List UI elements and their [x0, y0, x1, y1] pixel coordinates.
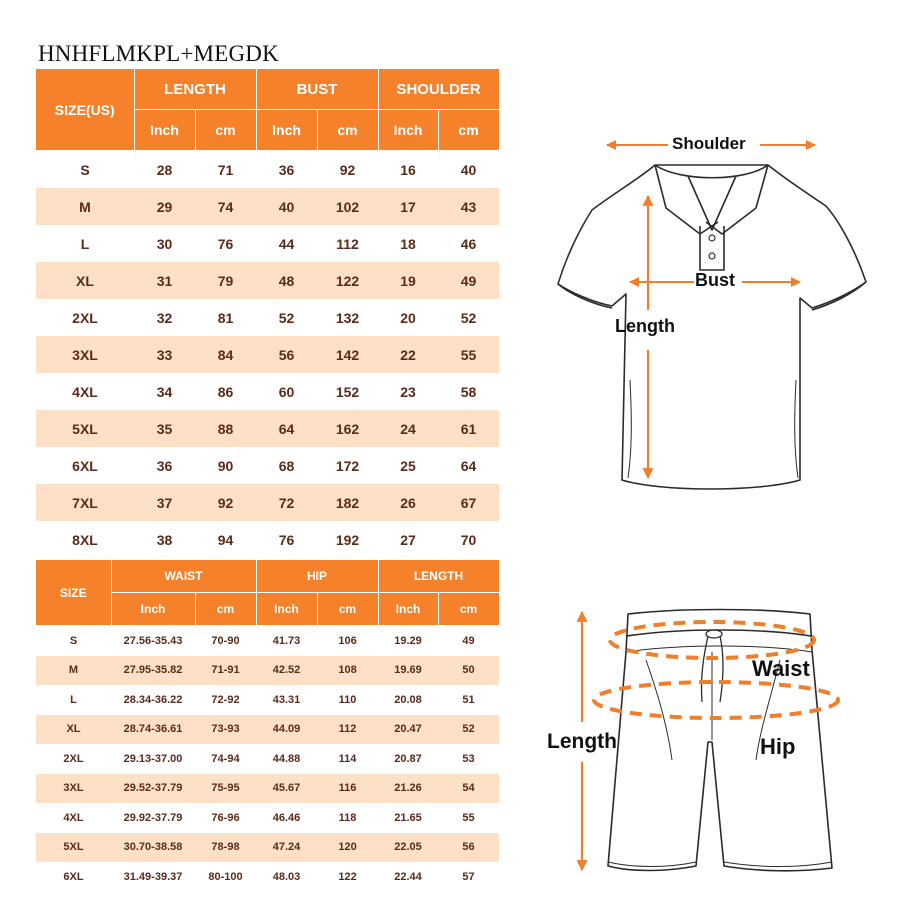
value-cell: 192 [335, 531, 360, 548]
hip-label: Hip [760, 734, 796, 759]
value-cell: 55 [462, 811, 475, 824]
value-cell: 64 [460, 457, 477, 474]
value-cell: 142 [317, 336, 378, 373]
value-cell: 56 [438, 833, 499, 863]
value-cell: 43.31 [272, 693, 301, 706]
value-cell: 72-92 [211, 693, 240, 706]
value-cell: 18 [400, 235, 416, 252]
unit-header: cm [438, 110, 499, 151]
value-cell: 22.05 [378, 833, 438, 863]
value-cell: 68 [278, 457, 295, 474]
value-cell: 120 [317, 833, 378, 863]
value-cell: 36 [278, 161, 295, 178]
value-cell: 38 [156, 531, 173, 548]
brand-name: HNHFLMKPL+MEGDK [38, 41, 279, 66]
size-header: SIZE [36, 560, 111, 626]
unit-header: cm [438, 593, 499, 626]
shorts-outline [608, 610, 832, 871]
value-cell: 64 [256, 410, 317, 447]
value-cell: 37 [134, 484, 195, 521]
waist-label: Waist [752, 656, 810, 681]
value-cell: 35 [134, 410, 195, 447]
value-cell: 94 [217, 531, 234, 548]
value-cell: 71 [217, 161, 234, 178]
value-cell: 80-100 [208, 870, 243, 883]
unit-header: cm [195, 110, 256, 151]
value-cell: 110 [338, 693, 357, 706]
value-cell: 48 [256, 262, 317, 299]
value-cell: 26 [378, 484, 438, 521]
value-cell: 112 [317, 715, 378, 745]
value-cell: 152 [335, 383, 360, 400]
value-cell: 112 [336, 235, 359, 252]
shorts-length-label: Length [547, 730, 617, 753]
value-cell: 24 [378, 410, 438, 447]
value-cell: 31 [134, 262, 195, 299]
unit-header: cm [317, 593, 378, 626]
value-cell: 47.24 [256, 833, 317, 863]
size-cell: 5XL [36, 410, 134, 447]
value-cell: 50 [438, 656, 499, 686]
value-cell: 28.34-36.22 [123, 693, 183, 706]
value-cell: 56 [256, 336, 317, 373]
value-cell: 86 [217, 383, 234, 400]
value-cell: 172 [335, 457, 360, 474]
value-cell: 108 [317, 656, 378, 686]
value-cell: 75-95 [195, 774, 256, 804]
value-cell: 70 [460, 531, 477, 548]
value-cell: 76-96 [211, 811, 240, 824]
value-cell: 74-94 [211, 752, 240, 765]
group-header-length: LENGTH [134, 69, 256, 110]
unit-header: cm [195, 593, 256, 626]
value-cell: 67 [438, 484, 499, 521]
value-cell: 44 [278, 235, 295, 252]
value-cell: 16 [400, 161, 416, 178]
value-cell: 51 [462, 693, 475, 706]
value-cell: 21.65 [394, 811, 422, 824]
value-cell: 32 [156, 309, 173, 326]
value-cell: 52 [278, 309, 295, 326]
size-cell: M [36, 656, 111, 686]
value-cell: 36 [156, 457, 173, 474]
shirt-length-label: Length [615, 316, 675, 336]
value-cell: 44.09 [256, 715, 317, 745]
value-cell: 31.49-39.37 [123, 870, 183, 883]
value-cell: 29 [134, 188, 195, 225]
value-cell: 84 [195, 336, 256, 373]
value-cell: 27 [400, 531, 416, 548]
size-cell: 3XL [36, 774, 111, 804]
value-cell: 71-91 [195, 656, 256, 686]
value-cell: 54 [438, 774, 499, 804]
value-cell: 28 [156, 161, 173, 178]
shoulder-label: Shoulder [672, 134, 746, 153]
value-cell: 17 [378, 188, 438, 225]
value-cell: 90 [217, 457, 234, 474]
value-cell: 118 [338, 811, 357, 824]
value-cell: 52 [438, 715, 499, 745]
size-cell: 6XL [63, 870, 84, 883]
value-cell: 57 [462, 870, 475, 883]
value-cell: 40 [460, 161, 477, 178]
value-cell: 70-90 [211, 634, 240, 647]
value-cell: 19.29 [394, 634, 422, 647]
value-cell: 106 [338, 634, 357, 647]
value-cell: 27.56-35.43 [123, 634, 183, 647]
value-cell: 25 [400, 457, 416, 474]
value-cell: 30.70-38.58 [111, 833, 195, 863]
unit-header: Inch [378, 593, 438, 626]
value-cell: 132 [335, 309, 360, 326]
value-cell: 20 [400, 309, 416, 326]
value-cell: 88 [195, 410, 256, 447]
value-cell: 27.95-35.82 [111, 656, 195, 686]
value-cell: 20.47 [378, 715, 438, 745]
value-cell: 29.52-37.79 [111, 774, 195, 804]
value-cell: 23 [400, 383, 416, 400]
value-cell: 33 [134, 336, 195, 373]
value-cell: 182 [317, 484, 378, 521]
value-cell: 22 [378, 336, 438, 373]
value-cell: 43 [438, 188, 499, 225]
value-cell: 81 [217, 309, 234, 326]
unit-header: cm [317, 110, 378, 151]
value-cell: 46 [460, 235, 477, 252]
value-cell: 19 [378, 262, 438, 299]
size-cell: 8XL [72, 531, 98, 548]
value-cell: 76 [278, 531, 295, 548]
value-cell: 21.26 [378, 774, 438, 804]
size-cell: 5XL [36, 833, 111, 863]
value-cell: 102 [317, 188, 378, 225]
value-cell: 34 [156, 383, 173, 400]
value-cell: 19.69 [378, 656, 438, 686]
value-cell: 44.88 [272, 752, 301, 765]
value-cell: 122 [338, 870, 357, 883]
value-cell: 48.03 [272, 870, 301, 883]
unit-header: Inch [134, 110, 195, 151]
size-cell: S [80, 161, 90, 178]
value-cell: 22.44 [394, 870, 422, 883]
value-cell: 114 [338, 752, 357, 765]
value-cell: 42.52 [256, 656, 317, 686]
size-cell: 4XL [72, 383, 98, 400]
value-cell: 122 [317, 262, 378, 299]
value-cell: 53 [462, 752, 475, 765]
value-cell: 72 [256, 484, 317, 521]
value-cell: 58 [460, 383, 477, 400]
value-cell: 78-98 [195, 833, 256, 863]
value-cell: 92 [339, 161, 356, 178]
value-cell: 49 [438, 262, 499, 299]
value-cell: 46.46 [272, 811, 301, 824]
size-cell: L [80, 235, 90, 252]
value-cell: 60 [278, 383, 295, 400]
value-cell: 30 [156, 235, 173, 252]
size-cell: XL [36, 715, 111, 745]
unit-header: Inch [378, 110, 438, 151]
size-cell: 6XL [72, 457, 98, 474]
value-cell: 29.13-37.00 [123, 752, 183, 765]
value-cell: 20.87 [394, 752, 422, 765]
size-cell: L [70, 693, 77, 706]
value-cell: 76 [217, 235, 234, 252]
group-header-length: LENGTH [378, 560, 499, 593]
group-header-bust: BUST [256, 69, 378, 110]
unit-header: Inch [111, 593, 195, 626]
value-cell: 41.73 [272, 634, 301, 647]
value-cell: 162 [317, 410, 378, 447]
size-header: SIZE(US) [36, 69, 134, 151]
group-header-hip: HIP [256, 560, 378, 593]
value-cell: 29.92-37.79 [123, 811, 183, 824]
value-cell: 40 [256, 188, 317, 225]
bust-label: Bust [695, 270, 735, 290]
value-cell: 45.67 [256, 774, 317, 804]
value-cell: 79 [195, 262, 256, 299]
value-cell: 92 [195, 484, 256, 521]
size-cell: XL [36, 262, 134, 299]
value-cell: 74 [195, 188, 256, 225]
unit-header: Inch [256, 110, 317, 151]
value-cell: 61 [438, 410, 499, 447]
size-cell: S [69, 634, 78, 647]
size-cell: 2XL [72, 309, 98, 326]
size-cell: M [36, 188, 134, 225]
value-cell: 52 [460, 309, 477, 326]
value-cell: 28.74-36.61 [111, 715, 195, 745]
value-cell: 49 [462, 634, 475, 647]
value-cell: 73-93 [195, 715, 256, 745]
unit-header: Inch [256, 593, 317, 626]
size-cell: 7XL [36, 484, 134, 521]
size-cell: 2XL [63, 752, 84, 765]
value-cell: 55 [438, 336, 499, 373]
value-cell: 20.08 [394, 693, 422, 706]
group-header-shoulder: SHOULDER [378, 69, 499, 110]
size-cell: 4XL [63, 811, 84, 824]
value-cell: 116 [317, 774, 378, 804]
group-header-waist: WAIST [111, 560, 256, 593]
size-cell: 3XL [36, 336, 134, 373]
